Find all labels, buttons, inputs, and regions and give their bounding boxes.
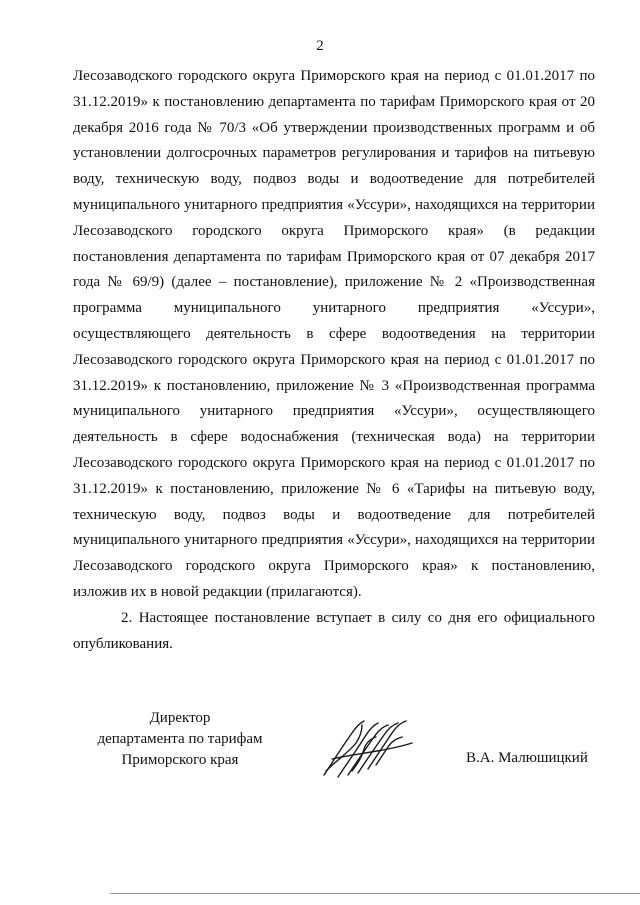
paragraph-continuation: Лесозаводского городского округа Приморского края на период с 01.01.2017 по 31.12.2019» к постановлению департамента по тарифам Приморского края от 20 декабря 2016 года № 70/3 «Об утверждении производственных программ и об установлении долгосрочных параметров регулирования и тарифов на питьевую воду, техническую воду, подвоз воды и водоотведение для потребителей муниципального унитарного предприятия «Уссури», находящихся на территории Лесозаводского городского округа Приморского края» (в редакции постановления департамента по тарифам Приморского края от 07 декабря 2017 года № 69/9) (далее – постановление), приложение № 2 «Производственная программа муниципального унитарного предприятия «Уссури», осуществляющего деятельность в сфере водоотведения на территории Лесозаводского городского округа Приморского края на период с 01.01.2017 по 31.12.2019» к постановлению, приложение № 3 «Производственная программа муниципального унитарного предприятия «Уссури», осуществляющего деятельность в сфере водоснабжения (техническая вода) на территории Лесозаводского городского округа Приморского края на период с 01.01.2017 по 31.12.2019» к постановлению, приложение № 6 «Тарифы на питьевую воду, техническую воду, подвоз воды и водоотведение для потребителей муниципального унитарного предприятия «Уссури», находящихся на территории Лесозаводского городского округа Приморского края» к постановлению, изложив их в новой редакции (прилагаются). [73, 68, 595, 600]
page-edge-line [110, 893, 640, 894]
handwritten-signature [318, 713, 418, 783]
position-line: Приморского края [121, 752, 239, 768]
signatory-position [80, 708, 280, 771]
signatory-name: В.А. Малюшицкий [466, 750, 588, 766]
signature-block [0, 708, 640, 798]
position-line: Директор [149, 710, 211, 726]
paragraph-effective-date: 2. Настоящее постановление вступает в силу со дня его официального опубликования. [73, 609, 595, 652]
document-body [73, 64, 595, 657]
position-line: департамента по тарифам [97, 731, 263, 747]
page-number: 2 [316, 38, 324, 54]
